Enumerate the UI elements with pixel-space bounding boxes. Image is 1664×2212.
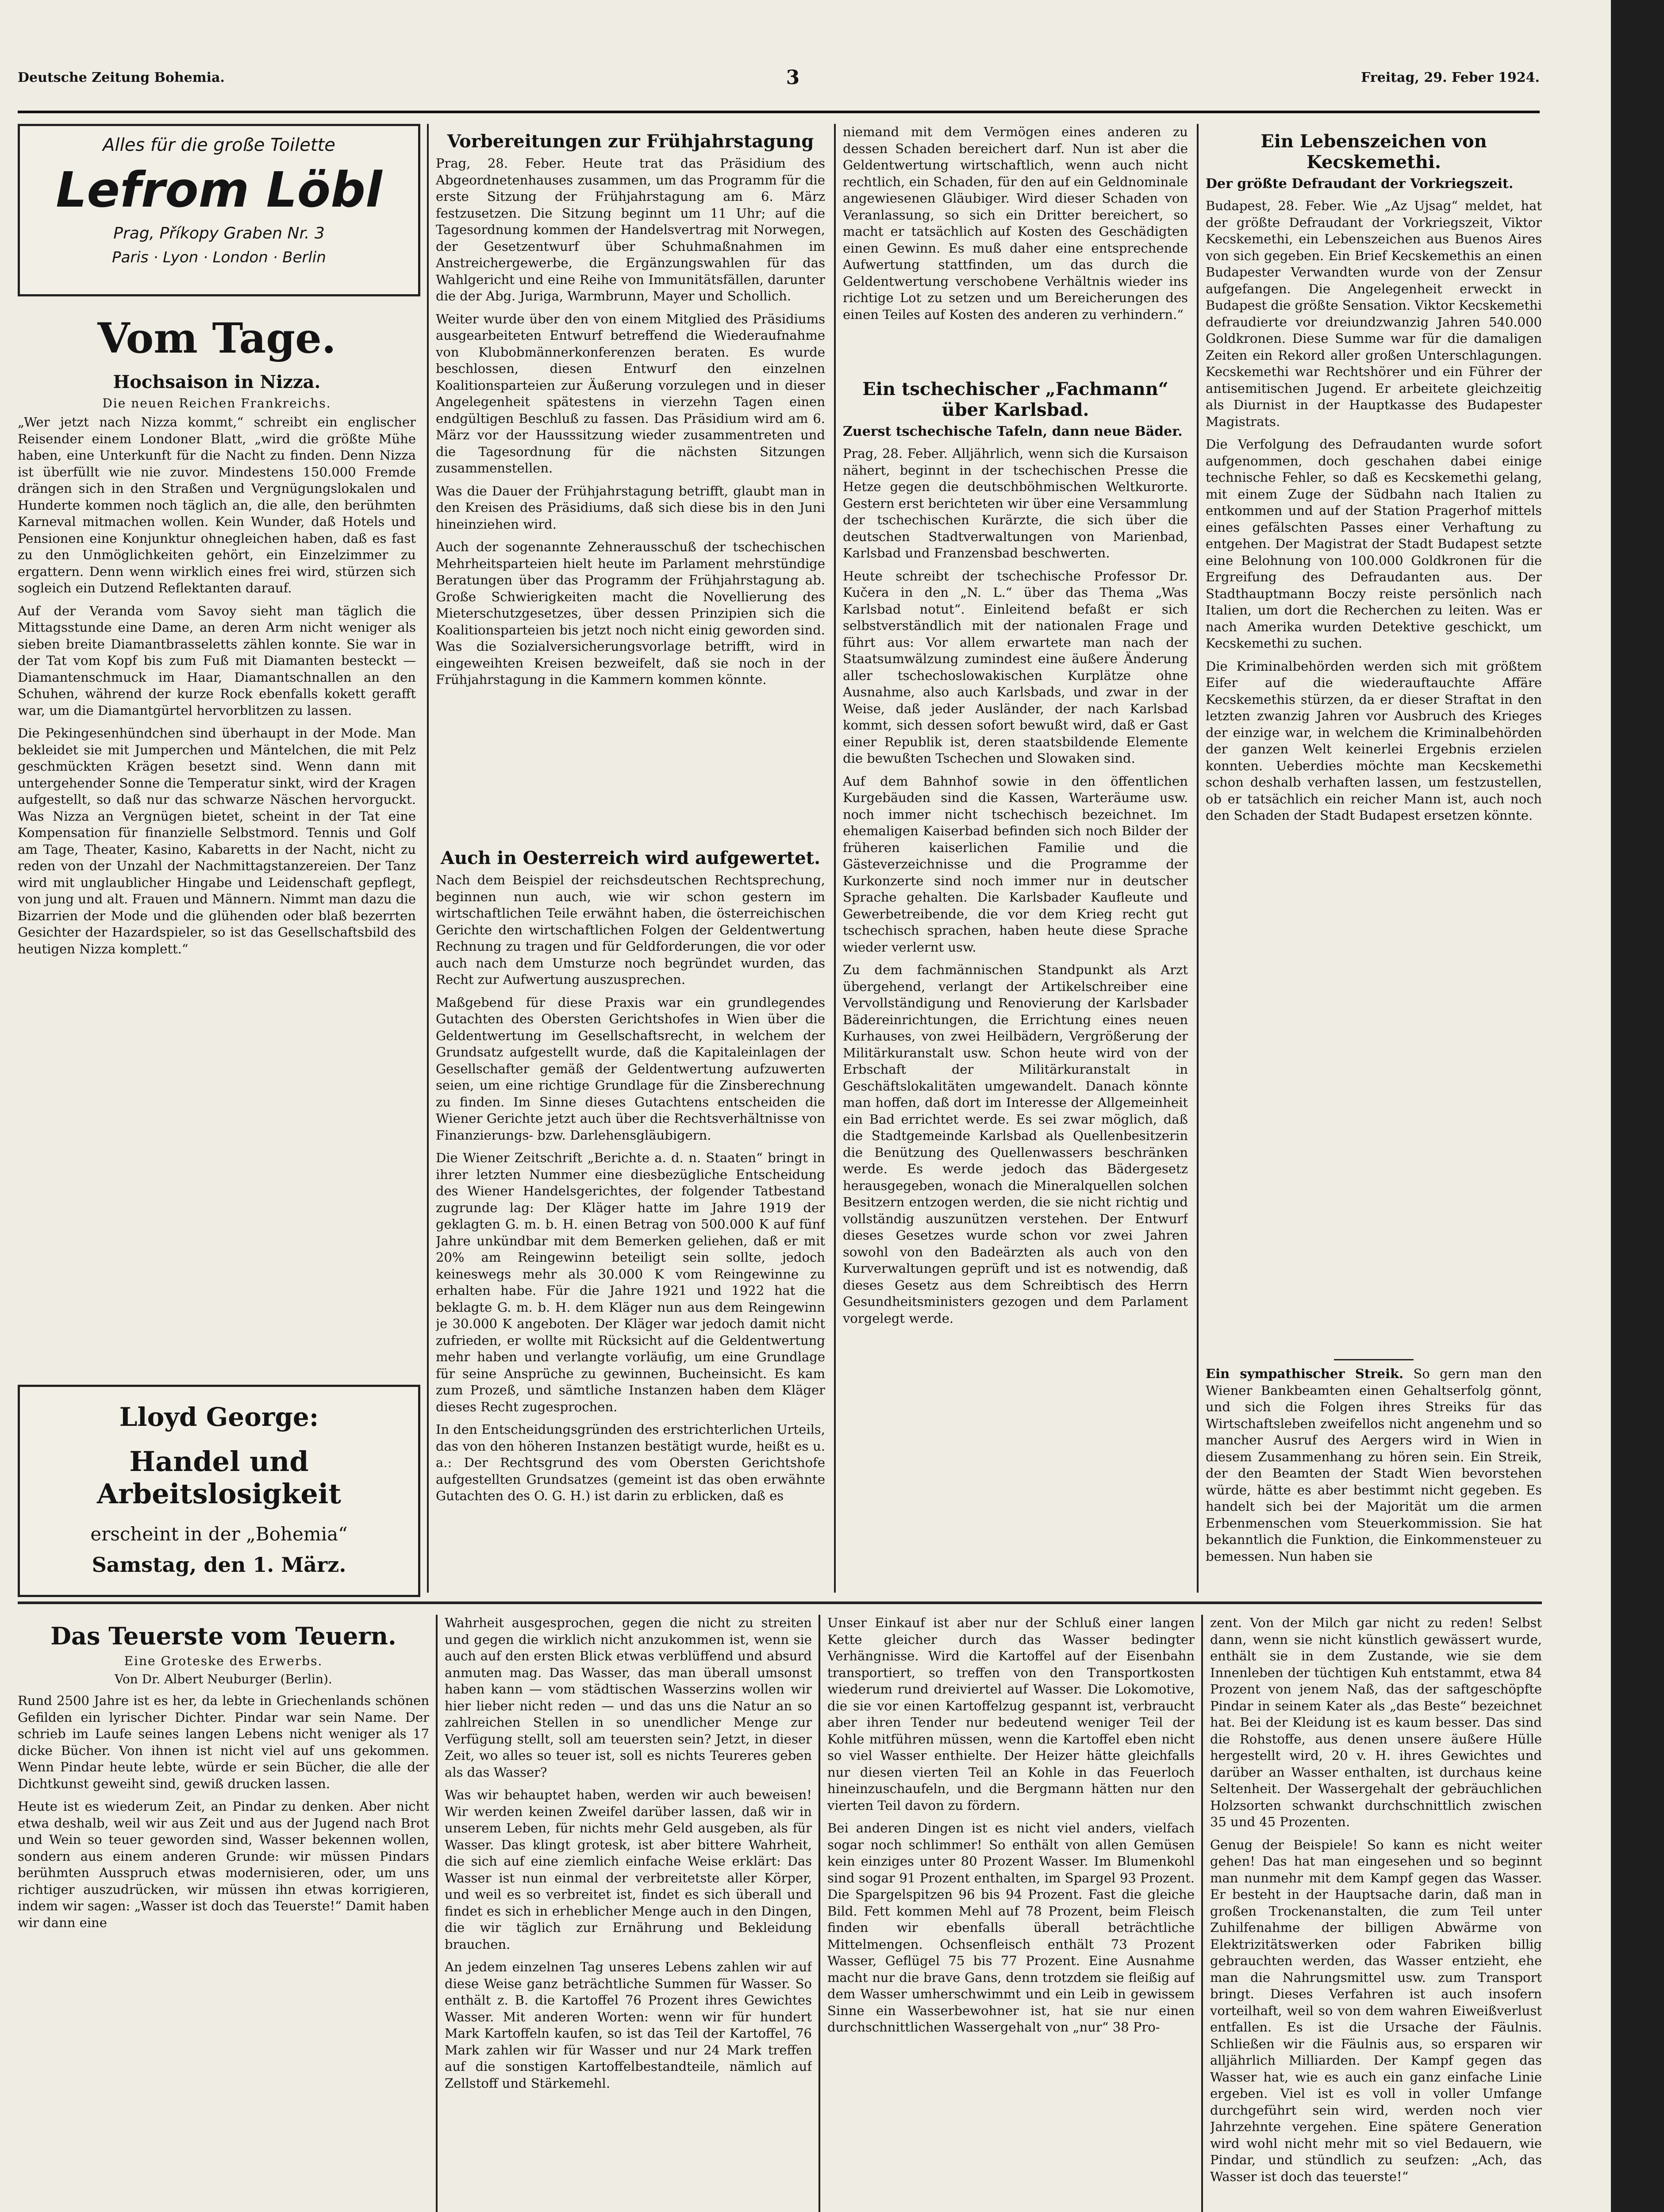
paragraph: niemand mit dem Vermögen eines anderen zu dessen Schaden bereichert darf. Nun ist aber die Geldentwertung wirtschaftlich, wenn auch nicht rechtlich, ein Schaden, für den auf ein Geldnominale angewiesenen Gläubiger. Wird dieser Schaden von Veranlassung, so sich ein Dritter bereichert, so macht er tatsächlich auf Kosten des Geschädigten einen Gewinn. Es muß daher eine entsprechende Aufwertung stattfinden, um das durch die Geldentwertung verschobene Verhältnis wieder ins richtige Lot zu setzen und um Bereicherungen des einen Teiles auf Kosten des anderen zu verhindern.“	[843, 124, 1188, 322]
column-rule	[427, 124, 429, 1593]
paragraph: „Wer jetzt nach Nizza kommt,“ schreibt ein englischer Reisender einem Londoner Blatt, „wird die größte Mühe haben, eine Unterkunft für die Nacht zu finden. Denn Nizza ist überfüllt wie nie zuvor. Mindestens 150.000 Fremde drängen sich in den Straßen und Vergnügungslokalen und Hunderte kommen noch täglich an, die alle, den berühmten Karneval mitmachen wollen. Kein Wunder, daß Hotels und Pensionen eine Konjunktur ohnegleichen haben, daß es fast zu den Unmöglichkeiten gehört, ein Einzelzimmer zu ergattern. Denn wenn wirklich eines frei wird, stürzen sich sogleich ein Dutzend Reflektanten darauf.	[18, 415, 416, 595]
article-continuation	[843, 124, 1188, 363]
column-rule	[834, 124, 836, 1593]
article-headline: Auch in Oesterreich wird aufgewertet.	[440, 848, 821, 868]
article-kicker: Zuerst tschechische Tafeln, dann neue Bäder.	[843, 424, 1183, 439]
paragraph: Rund 2500 Jahre ist es her, da lebte in Griechenlands schönen Gefilden ein lyrischer Dichter. Pindar war sein Name. Der schrieb im Laufe seines langen Lebens nicht weniger als 17 dicke Bücher. Von ihnen ist nicht viel auf uns gekommen. Wenn Pindar heute lebte, würde er sein Bücher, die alle der Dichtkunst geweiht sind, gewiß drucken lassen.	[18, 1693, 429, 1791]
article-oesterreich	[436, 841, 825, 1593]
paragraph: Nach dem Beispiel der reichsdeutschen Rechtsprechung, beginnen nun auch, wie wir schon gestern im wirtschaftlichen Teile erwähnt haben, die österreichischen Gerichte den wirtschaftlichen Folgen der Geldentwertung Rechnung zu tragen und für Geldforderungen, die vor oder auch nach dem Umsturze noch begründet wurden, das Recht zur Aufwertung auszusprechen.	[436, 872, 825, 987]
ad-book-title: Handel und Arbeitslosigkeit	[97, 1445, 341, 1510]
ad-address: Prag, Příkopy Graben Nr. 3	[113, 224, 325, 242]
article-fachmann	[843, 372, 1188, 1593]
article-teuerste	[18, 1615, 429, 2212]
ad-book-author: Lloyd George:	[119, 1402, 319, 1432]
article-teuerste-col3	[827, 1615, 1195, 2212]
article-headline: Vorbereitungen zur Frühjahrstagung	[447, 131, 814, 152]
issue-date: Freitag, 29. Feber 1924.	[1361, 69, 1540, 85]
article-fruehjahrstagung	[436, 124, 825, 836]
paragraph: zent. Von der Milch gar nicht zu reden! Selbst dann, wenn sie nicht künstlich gewässert wurde, enthält sie in dem Zustande, wie sie dem Innenleben der tüchtigen Kuh entstammt, etwa 84 Prozent von jenem Naß, das der saftgeschöpfte Pindar in seinem Kater als „das Beste“ bezeichnet hat. Bei der Kleidung ist es kaum besser. Das sind die Rohstoffe, aus denen unsere äußere Hülle hergestellt wird, 20 v. H. ihres Gewichtes und darüber an Wasser enthalten, ist durchaus keine Seltenheit. Der Wassergehalt der gebräuchlichen Holzsorten schwankt durchschnittlich zwischen 35 und 45 Prozenten.	[1210, 1615, 1542, 1829]
paragraph: Genug der Beispiele! So kann es nicht weiter gehen! Das hat man eingesehen und so beginnt man nunmehr mit dem Kampf gegen das Wasser. Er besteht in der Hauptsache darin, daß man in großen Trockenanstalten, die zum Teil unter Zuhilfenahme der billigen Abwärme von Elektrizitätswerken oder Fabriken billig gebrauchten werden, das Wasser entzieht, ehe man die Nahrungsmittel usw. zum Transport bringt. Dieses Verfahren ist auch insofern vorteilhaft, weil so von dem wahren Eiweißverlust entfallen. Es ist die Ursache der Fäulnis. Schließen wir die Fäulnis aus, so ersparen wir alljährlich Milliarden. Der Kampf gegen das Wasser hat, wie es auch ein ganz einfache Linie ergeben. Viel ist es voll in voller Umfange durchgeführt sein wird, werden noch vier Jahrzehnte vergehen. Eine spätere Generation wird wohl nicht mehr mit so viel Bedauern, wie Pindar, und stündlich zu seufzen: „Ach, das Wasser ist doch das teuerste!“	[1210, 1837, 1542, 2184]
paragraph: Heute ist es wiederum Zeit, an Pindar zu denken. Aber nicht etwa deshalb, weil wir aus Zeit und aus der Jugend nach Brot und Wein so teuer geworden sind, Wasser bekennen wollen, sondern aus einem anderen Grunde: wir müssen Pindars berühmten Ausspruch etwas modernisieren, oder, um uns richtiger auszudrücken, wir müssen ihn etwas korrigieren, indem wir sagen: „Wasser ist doch das Teuerste!“ Damit haben wir dann eine	[18, 1799, 429, 1930]
paragraph: Maßgebend für diese Praxis war ein grundlegendes Gutachten des Obersten Gerichtshofes in Wien über die Geldentwertung im Gesellschaftsrecht, in welchem der Grundsatz aufgestellt wurde, daß die Kapitaleinlagen der Gesellschafter gemäß der Geldentwertung aufzuwerten seien, um eine richtige Grundlage für die Zinsberechnung zu finden. Im Sinne dieses Gutachtens entscheiden die Wiener Gerichte jetzt auch über die Rechtsverhältnisse von Finanzierungs- bzw. Darlehensgläubigern.	[436, 995, 825, 1143]
column-rule	[1197, 124, 1199, 1593]
paragraph: Budapest, 28. Feber. Wie „Az Ujsag“ meldet, hat der größte Defraudant der Vorkriegszeit, Viktor Kecskemethi, ein Lebenszeichen aus Buenos Aires von sich gegeben. Ein Brief Kecskemethis an einen Budapester Verwandten wurde von der Zensur aufgefangen. Die Angelegenheit erweckt in Budapest die größte Sensation. Viktor Kecskemethi defraudierte vor dreiundzwanzig Jahren 540.000 Goldkronen. Diese Summe war für die damaligen Zeiten ein Rekord aller großen Unterschlagungen. Kecskemethi war Rechtshörer und ein Führer der antisemitischen Jugend. Er arbeitete gleichzeitig als Diurnist in der Hauptkasse des Budapester Magistrats.	[1206, 198, 1542, 429]
paragraph: Bei anderen Dingen ist es nicht viel anders, vielfach sogar noch schlimmer! So enthält von allen Gemüsen kein einziges unter 80 Prozent Wasser. Im Blumenkohl sind sogar 91 Prozent enthalten, im Spargel 93 Prozent. Die Spargelspitzen 96 bis 94 Prozent. Fast die gleiche Bild. Fett kommen Mehl auf 78 Prozent, beim Fleisch finden wir ebenfalls überall beträchtliche Mittelmengen. Ochsenfleisch enthält 73 Prozent Wasser, Geflügel 75 bis 77 Prozent. Eine Ausnahme macht nur die brave Gans, denn trotzdem sie fleißig auf dem Wasser umherschwimmt und ein Leib in gewissem Sinne ein Wasserbewohner ist, hat sie nur einen durchschnittlichen Wassergehalt von „nur“ 38 Pro-	[827, 1820, 1195, 2035]
page-header	[18, 44, 1540, 113]
scan-border	[1611, 0, 1664, 2212]
paragraph: Heute schreibt der tschechische Professor Dr. Kučera in den „N. L.“ über das Thema „Was Karlsbad notut“. Einleitend befaßt er sich selbstverständlich mit der nationalen Frage und führt aus: Vor allem erwartete man nach der Staatsumwälzung zumindest eine äußere Änderung aller tschechoslowakischen Kurplätze ohne Ausnahme, also auch Karlsbads, und zwar in der Weise, daß jeder Ausländer, der nach Karlsbad kommt, sich dessen sofort bewußt wird, daß er Gast einer Republik ist, deren staatsbildende Elemente die bewußten Tschechen und Slowaken sind.	[843, 568, 1188, 766]
advertisement-book	[18, 1385, 420, 1597]
divider	[1334, 1359, 1414, 1360]
article-kecskemethi	[1206, 124, 1542, 1345]
paragraph: Prag, 28. Feber. Heute trat das Präsidium des Abgeordnetenhauses zusammen, um das Programm für die erste Sitzung der Frühjahrstagung am 6. März festzusetzen. Die Sitzung beginnt um 11 Uhr; auf die Tagesordnung kommen der Handelsvertrag mit Norwegen, der Gesetzentwurf über Schuhmaßnahmen im Anstreichergewerbe, die Ergänzungswahlen für das Wahlgericht und eine Reihe von Immunitätsfällen, darunter die der Abg. Juriga, Warmbrunn, Mayer und Schollich.	[436, 156, 825, 303]
article-vom-tage	[18, 305, 416, 1367]
article-streik	[1206, 1354, 1542, 1593]
paragraph: Auch der sogenannte Zehnerausschuß der tschechischen Mehrheitsparteien hielt heute im Parlament mehrstündige Beratungen über das Programm der Frühjahrstagung ab. Große Schwierigkeiten macht die Novellierung des Mieterschutzgesetzes, über dessen Prinzipien sich die Koalitionsparteien bis jetzt noch nicht einig geworden sind. Was die Sozialversicherungsvorlage betrifft, wird in eingeweihten Kreisen bezweifelt, daß sie noch in der Frühjahrstagung in die Kammern kommen könnte.	[436, 539, 825, 687]
page-number: 3	[786, 66, 800, 89]
paragraph: Die Verfolgung des Defraudanten wurde sofort aufgenommen, doch geschahen dabei einige technische Fehler, so daß es Kecskemethi gelang, mit einem Zuge der Südbahn nach Italien zu entkommen und auf der Station Pragerhof mittels eines gefälschten Passes einer Verhaftung zu entgehen. Der Magistrat der Stadt Budapest setzte eine Belohnung von 100.000 Goldkronen für die Ergreifung des Defraudanten aus. Der Stadthauptmann Boczy reiste persönlich nach Italien, um dort die Recherchen zu leiten. Was er nach Amerika wurden Detektive geschickt, um Kecskemethi zu suchen.	[1206, 437, 1542, 651]
paragraph-text: So gern man den Wiener Bankbeamten einen Gehaltserfolg gönnt, und sich die Folgen ihres Streiks für das Wirtschaftsleben zweifellos nicht angenehm und so mancher Ausruf des Aergers wird in Wien in diesem Zusammenhang zu hören sein. Ein Streik, der den Beamten der Stadt Wien bevorstehen würde, hätte es aber bestimmt nicht gegeben. Es handelt sich bei der Majorität um die armen Erbenmenschen vom Steuerkommission. Sie hat bekanntlich die Funktion, die Einkommensteuer zu bemessen. Nun haben sie	[1206, 1366, 1542, 1564]
article-kicker: Eine Groteske des Erwerbs.	[124, 1654, 323, 1668]
article-teuerste-col4	[1210, 1615, 1542, 2212]
paragraph: Die Wiener Zeitschrift „Berichte a. d. n. Staaten“ bringt in ihrer letzten Nummer eine diesbezügliche Entscheidung des Wiener Handelsgerichtes, der folgender Tatbestand zugrunde lag: Der Kläger hatte im Jahre 1919 der geklagten G. m. b. H. einen Betrag von 500.000 K auf fünf Jahre unkündbar mit dem Bemerken geliehen, daß er mit 20% am Reingewinn beteiligt sein sollte, jedoch keineswegs mehr als 30.000 K vom Reingewinne zu erhalten habe. Für die Jahre 1921 und 1922 hat die beklagte G. m. b. H. dem Kläger nun aus dem Reingewinn je 30.000 K angeboten. Der Kläger war jedoch damit nicht zufrieden, er wollte mit Rücksicht auf die Geldentwertung mehr haben und verlangte vorläufig, um eine Grundlage für seine Ansprüche zu gewinnen, Bucheinsicht. Es kam zum Prozeß, und sämtliche Instanzen haben dem Kläger dieses Recht zugesprochen.	[436, 1150, 825, 1414]
section-divider	[18, 1601, 1542, 1604]
paragraph: Was wir behauptet haben, werden wir auch beweisen! Wir werden keinen Zweifel darüber lassen, daß wir in unserem Leben, für nichts mehr Geld ausgeben, als für Wasser. Das klingt grotesk, ist aber bittere Wahrheit, die sich auf eine ziemlich einfache Weise erklärt: Das Wasser ist nun einmal der verbreitetste aller Körper, und weil es so verbreitet ist, findet es sich überall und findet es sich in erheblicher Menge auch in den Dingen, die wir täglich zur Ernährung und Bekleidung brauchen.	[445, 1787, 812, 1952]
article-headline: Ein tschechischer „Fachmann“ über Karlsbad.	[862, 379, 1168, 420]
paragraph: Wahrheit ausgesprochen, gegen die nicht zu streiten und gegen die wirklich nicht anzukommen ist, wenn sie auch auf den ersten Blick etwas verblüffend und absurd anmuten mag. Das Wasser, das man überall umsonst haben kann — vom städtischen Wasserzins wollen wir hier lieber nicht reden — und das uns die Natur an so zahlreichen Stellen in so unendlicher Menge zur Verfügung stellt, soll am teuersten sein? Jetzt, in dieser Zeit, wo alles so teuer ist, soll es nichts Teureres geben als das Wasser?	[445, 1615, 812, 1780]
paragraph	[1206, 1366, 1542, 1565]
article-kicker: Die neuen Reichen Frankreichs.	[102, 396, 331, 411]
newspaper-title: Deutsche Zeitung Bohemia.	[18, 69, 225, 85]
paragraph: Unser Einkauf ist aber nur der Schluß einer langen Kette gleicher durch das Wasser bedingter Verhängnisse. Wird die Kartoffel auf der Eisenbahn transportiert, so treffen von den Transportkosten wiederum rund dreiviertel auf Wasser. Die Lokomotive, die sie vor einen Kartoffelzug gespannt ist, verbraucht aber ihren Tender nur bedeutend weniger Teil der Kohle mitführen müssen, wenn die Kartoffel eben nicht so viel Wasser enthielte. Der Heizer hätte gleichfalls nur diesen vierten Teil an Kohle in das Feuerloch hineinzuschaufeln, und die Bergmann hätten nur den vierten Teil davon zu fördern.	[827, 1615, 1195, 1813]
column-rule	[436, 1615, 438, 2212]
article-teuerste-col2	[445, 1615, 812, 2212]
ad-line: Alles für die große Toilette	[103, 135, 335, 155]
paragraph: An jedem einzelnen Tag unseres Lebens zahlen wir auf diese Weise ganz beträchtliche Summen für Wasser. So enthält z. B. die Kartoffel 76 Prozent ihres Gewichtes Wasser. Mit anderen Worten: wenn wir für hundert Mark Kartoffeln kaufen, so ist das Teil der Kartoffel, 76 Mark zahlen wir für Wasser und nur 24 Mark treffen auf die sonstigen Kartoffelbestandteile, nämlich auf Zellstoff und Stärkemehl.	[445, 1959, 812, 2091]
paragraph: Auf der Veranda vom Savoy sieht man täglich die Mittagsstunde eine Dame, an deren Arm nicht weniger als sieben breite Diamantbrasseletts zählen konnte. Sie war in der Tat vom Kopf bis zum Fuß mit Diamanten besteckt — Diamantenschmuck im Haar, Diamantschnallen an den Schuhen, während der kurze Rock ebenfalls kokett gerafft war, um die Diamantgürtel hervorblitzen zu lassen.	[18, 603, 416, 718]
advertisement-loebl	[18, 124, 420, 296]
paragraph: Weiter wurde über den von einem Mitglied des Präsidiums ausgearbeiteten Entwurf betreffend die Wiederaufnahme von Klubobmännerkonferenzen beraten. Es wurde beschlossen, diesen Entwurf den einzelnen Koalitionsparteien zur Äußerung vorzulegen und in dieser Angelegenheit spätestens in vierzehn Tagen einen endgültigen Beschluß zu fassen. Das Präsidium wird am 6. März vor der Hausssitzung wieder zusammentreten und die Tagesordnung für die nächsten Sitzungen zusammenstellen.	[436, 311, 825, 476]
ad-cities: Paris · Lyon · London · Berlin	[112, 249, 326, 266]
section-title: Vom Tage.	[97, 314, 336, 363]
paragraph: Prag, 28. Feber. Alljährlich, wenn sich die Kursaison nähert, beginnt in der tschechischen Presse die Hetze gegen die deutschböhmischen Weltkurorte. Gestern erst berichteten wir über eine Versammlung der tschechischen Kurärzte, die sich über die deutschen Stadtverwaltungen von Marienbad, Karlsbad und Franzensbad beschwerten.	[843, 446, 1188, 561]
article-headline: Hochsaison in Nizza.	[113, 372, 321, 392]
column-rule	[819, 1615, 820, 2212]
ad-book-note: erscheint in der „Bohemia“	[90, 1523, 348, 1545]
ad-brand-name: Lefrom Löbl	[56, 161, 382, 218]
paragraph: In den Entscheidungsgründen des erstrichterlichen Urteils, das von den höheren Instanzen bestätigt wurde, heißt es u. a.: Der Rechtsgrund des vom Obersten Gerichtshofe aufgestellten Grundsatzes (gemeint ist das oben erwähnte Gutachten des O. G. H.) ist darin zu erblicken, daß es	[436, 1422, 825, 1503]
paragraph: Was die Dauer der Frühjahrstagung betrifft, glaubt man in den Kreisen des Präsidiums, daß sich diese bis in den Juni hineinziehen wird.	[436, 483, 825, 532]
column-rule	[1201, 1615, 1203, 2212]
article-headline: Ein Lebenszeichen von Kecskemethi.	[1260, 131, 1487, 173]
paragraph: Die Pekingesenhündchen sind überhaupt in der Mode. Man bekleidet sie mit Jumperchen und Mäntelchen, die mit Pelz geschmückten Krägen besetzt sind. Wenn dann mit untergehender Sonne die Temperatur sinkt, wird der Kragen aufgestellt, so daß nur das schwarze Näschen hervorguckt. Was Nizza an Vergnügen bietet, scheint in der Tat eine Kompensation für finanzielle Selbstmord. Tennis und Golf am Tage, Theater, Kasino, Kabaretts in der Nacht, nicht zu reden von der Unzahl der Nachmittagstanzereien. Der Tanz wird mit unglaublicher Hingabe und Leidenschaft gepflegt, von jung und alt. Frauen und Männern. Nimmt man dazu die Bizarrien der Mode und die glühenden oder blaß bezerrten Gesichter der Hazardspieler, so ist das Gesellschaftsbild des heutigen Nizza komplett.“	[18, 726, 416, 956]
article-headline: Das Teuerste vom Teuern.	[50, 1622, 396, 1650]
paragraph: Auf dem Bahnhof sowie in den öffentlichen Kurgebäuden sind die Kassen, Warteräume usw. noch immer nicht tschechisch bezeichnet. Im ehemaligen Kaiserbad befinden sich noch Bilder der früheren kaiserlichen Familie und die Gästeverzeichnisse und die Programme der Kurkonzerte sind noch immer nur in deutscher Sprache gehalten. Die Karlsbader Kaufleute und Gewerbetreibende, die vor dem Krieg recht gut tschechisch sprachen, haben heute diese Sprache wieder verlernt usw.	[843, 773, 1188, 955]
article-headline: Ein sympathischer Streik.	[1206, 1366, 1404, 1381]
article-kicker: Der größte Defraudant der Vorkriegszeit.	[1206, 176, 1514, 192]
paragraph: Die Kriminalbehörden werden sich mit größtem Eifer auf die wiederauftauchte Affäre Kecskemethis stürzen, da er dieser Straftat in den letzten zwanzig Jahren vor Ausbruch des Krieges der einzige war, in welchem die Kriminalbehörden der ganzen Welt keinerlei Ergebnis erzielen konnten. Ueberdies möchte man Kecskemethi schon deshalb verhaften lassen, um festzustellen, ob er tatsächlich ein reicher Mann ist, auch noch den Schaden der Stadt Budapest ersetzen könnte.	[1206, 658, 1542, 823]
article-byline: Von Dr. Albert Neuburger (Berlin).	[115, 1672, 332, 1686]
ad-book-date: Samstag, den 1. März.	[92, 1553, 346, 1577]
paragraph: Zu dem fachmännischen Standpunkt als Arzt übergehend, verlangt der Artikelschreiber eine Vervollständigung und Renovierung der Karlsbader Bädereinrichtungen, die Errichtung eines neuen Kurhauses, von zwei Heilbädern, Vergrößerung der Militärkuranstalt usw. Schon heute wird von der Erbschaft der Militärkuranstalt in Geschäftslokalitäten umgewandelt. Danach könnte man hoffen, daß dort im Interesse der Allgemeinheit ein Bad errichtet werde. Es sei zwar möglich, daß die Stadtgemeinde Karlsbad als Quellenbesitzerin die Benützung des Quellenwassers beschränken werde. Es werde jedoch das Bädergesetz herausgegeben, wonach die Mineralquellen solchen Besitzern entzogen werden, die sie nicht richtig und vollständig auszunützen verstehen. Der Entwurf dieses Gesetzes wurde schon vor zwei Jahren sowohl von den Badeärzten als auch von den Kurverwaltungen geprüft und ist es notwendig, daß dieses Gesetz aus dem Schreibtisch des Herrn Gesundheitsministers gezogen und dem Parlament vorgelegt werde.	[843, 962, 1188, 1326]
